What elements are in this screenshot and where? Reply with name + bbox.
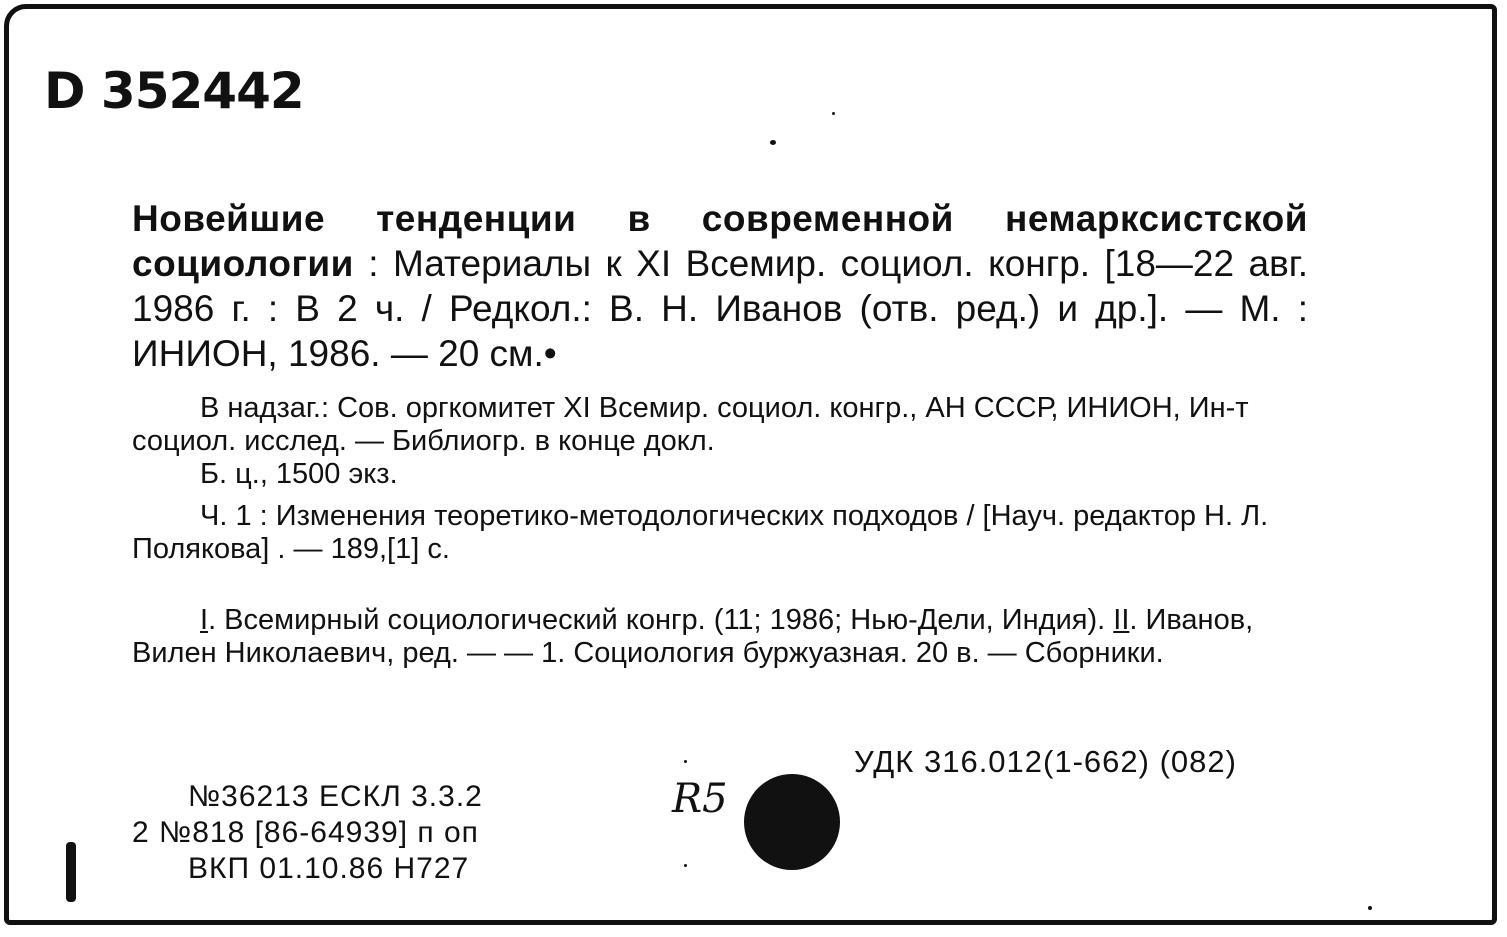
note-part: Ч. 1 : Изменения теоретико-методологических подходов / [Науч. редактор Н. Л. Полякова] . — 189,[1] с.: [132, 500, 1269, 565]
black-dot-stamp: [744, 774, 840, 870]
title-main: Новейшие тенденции в современной немарксистской социологии: [132, 198, 1308, 284]
subject-text-ii: . Иванов, Вилен Николаевич, ред. — — 1. Социология буржуазная. 20 в. — Сборники.: [132, 604, 1254, 669]
ink-speck: [832, 112, 835, 115]
margin-mark: [66, 842, 76, 902]
vkp-line: ВКП 01.10.86 Н727: [188, 852, 470, 885]
title-details: : Материалы к XI Всемир. социол. конгр. [18—22 авг. 1986 г. : В 2 ч. / Редкол.: В. Н. Иванов (отв. ред.) и др.]. — М. : ИНИОН, 1986. — 20 см.•: [132, 243, 1308, 374]
ink-speck: [684, 864, 687, 867]
subject-mark-ii: II: [1113, 604, 1130, 636]
udk-code: УДК 316.012(1-662) (082): [854, 744, 1237, 779]
order-line: 2 №818 [86-64939] п оп: [132, 816, 479, 849]
handwritten-mark: R5: [672, 776, 728, 822]
ink-speck: [684, 760, 687, 763]
note-price: Б. ц., 1500 экз.: [200, 458, 398, 490]
title-statement: [132, 196, 1308, 376]
note-header: В надзаг.: Сов. оргкомитет XI Всемир. социол. конгр., АН СССР, ИНИОН, Ин-т социол. исслед. — Библиогр. в конце докл.: [132, 392, 1249, 457]
subject-headings: [132, 604, 1308, 670]
ink-speck: [1368, 906, 1372, 910]
subject-mark-i: I: [200, 604, 209, 636]
record-number: №36213 ЕСКЛ 3.3.2: [188, 780, 483, 813]
subject-text-i: . Всемирный социологический конгр. (11; 1986; Нью-Дели, Индия).: [208, 604, 1114, 636]
inventory-number: D 352442: [44, 62, 304, 120]
ink-speck: [770, 140, 776, 145]
